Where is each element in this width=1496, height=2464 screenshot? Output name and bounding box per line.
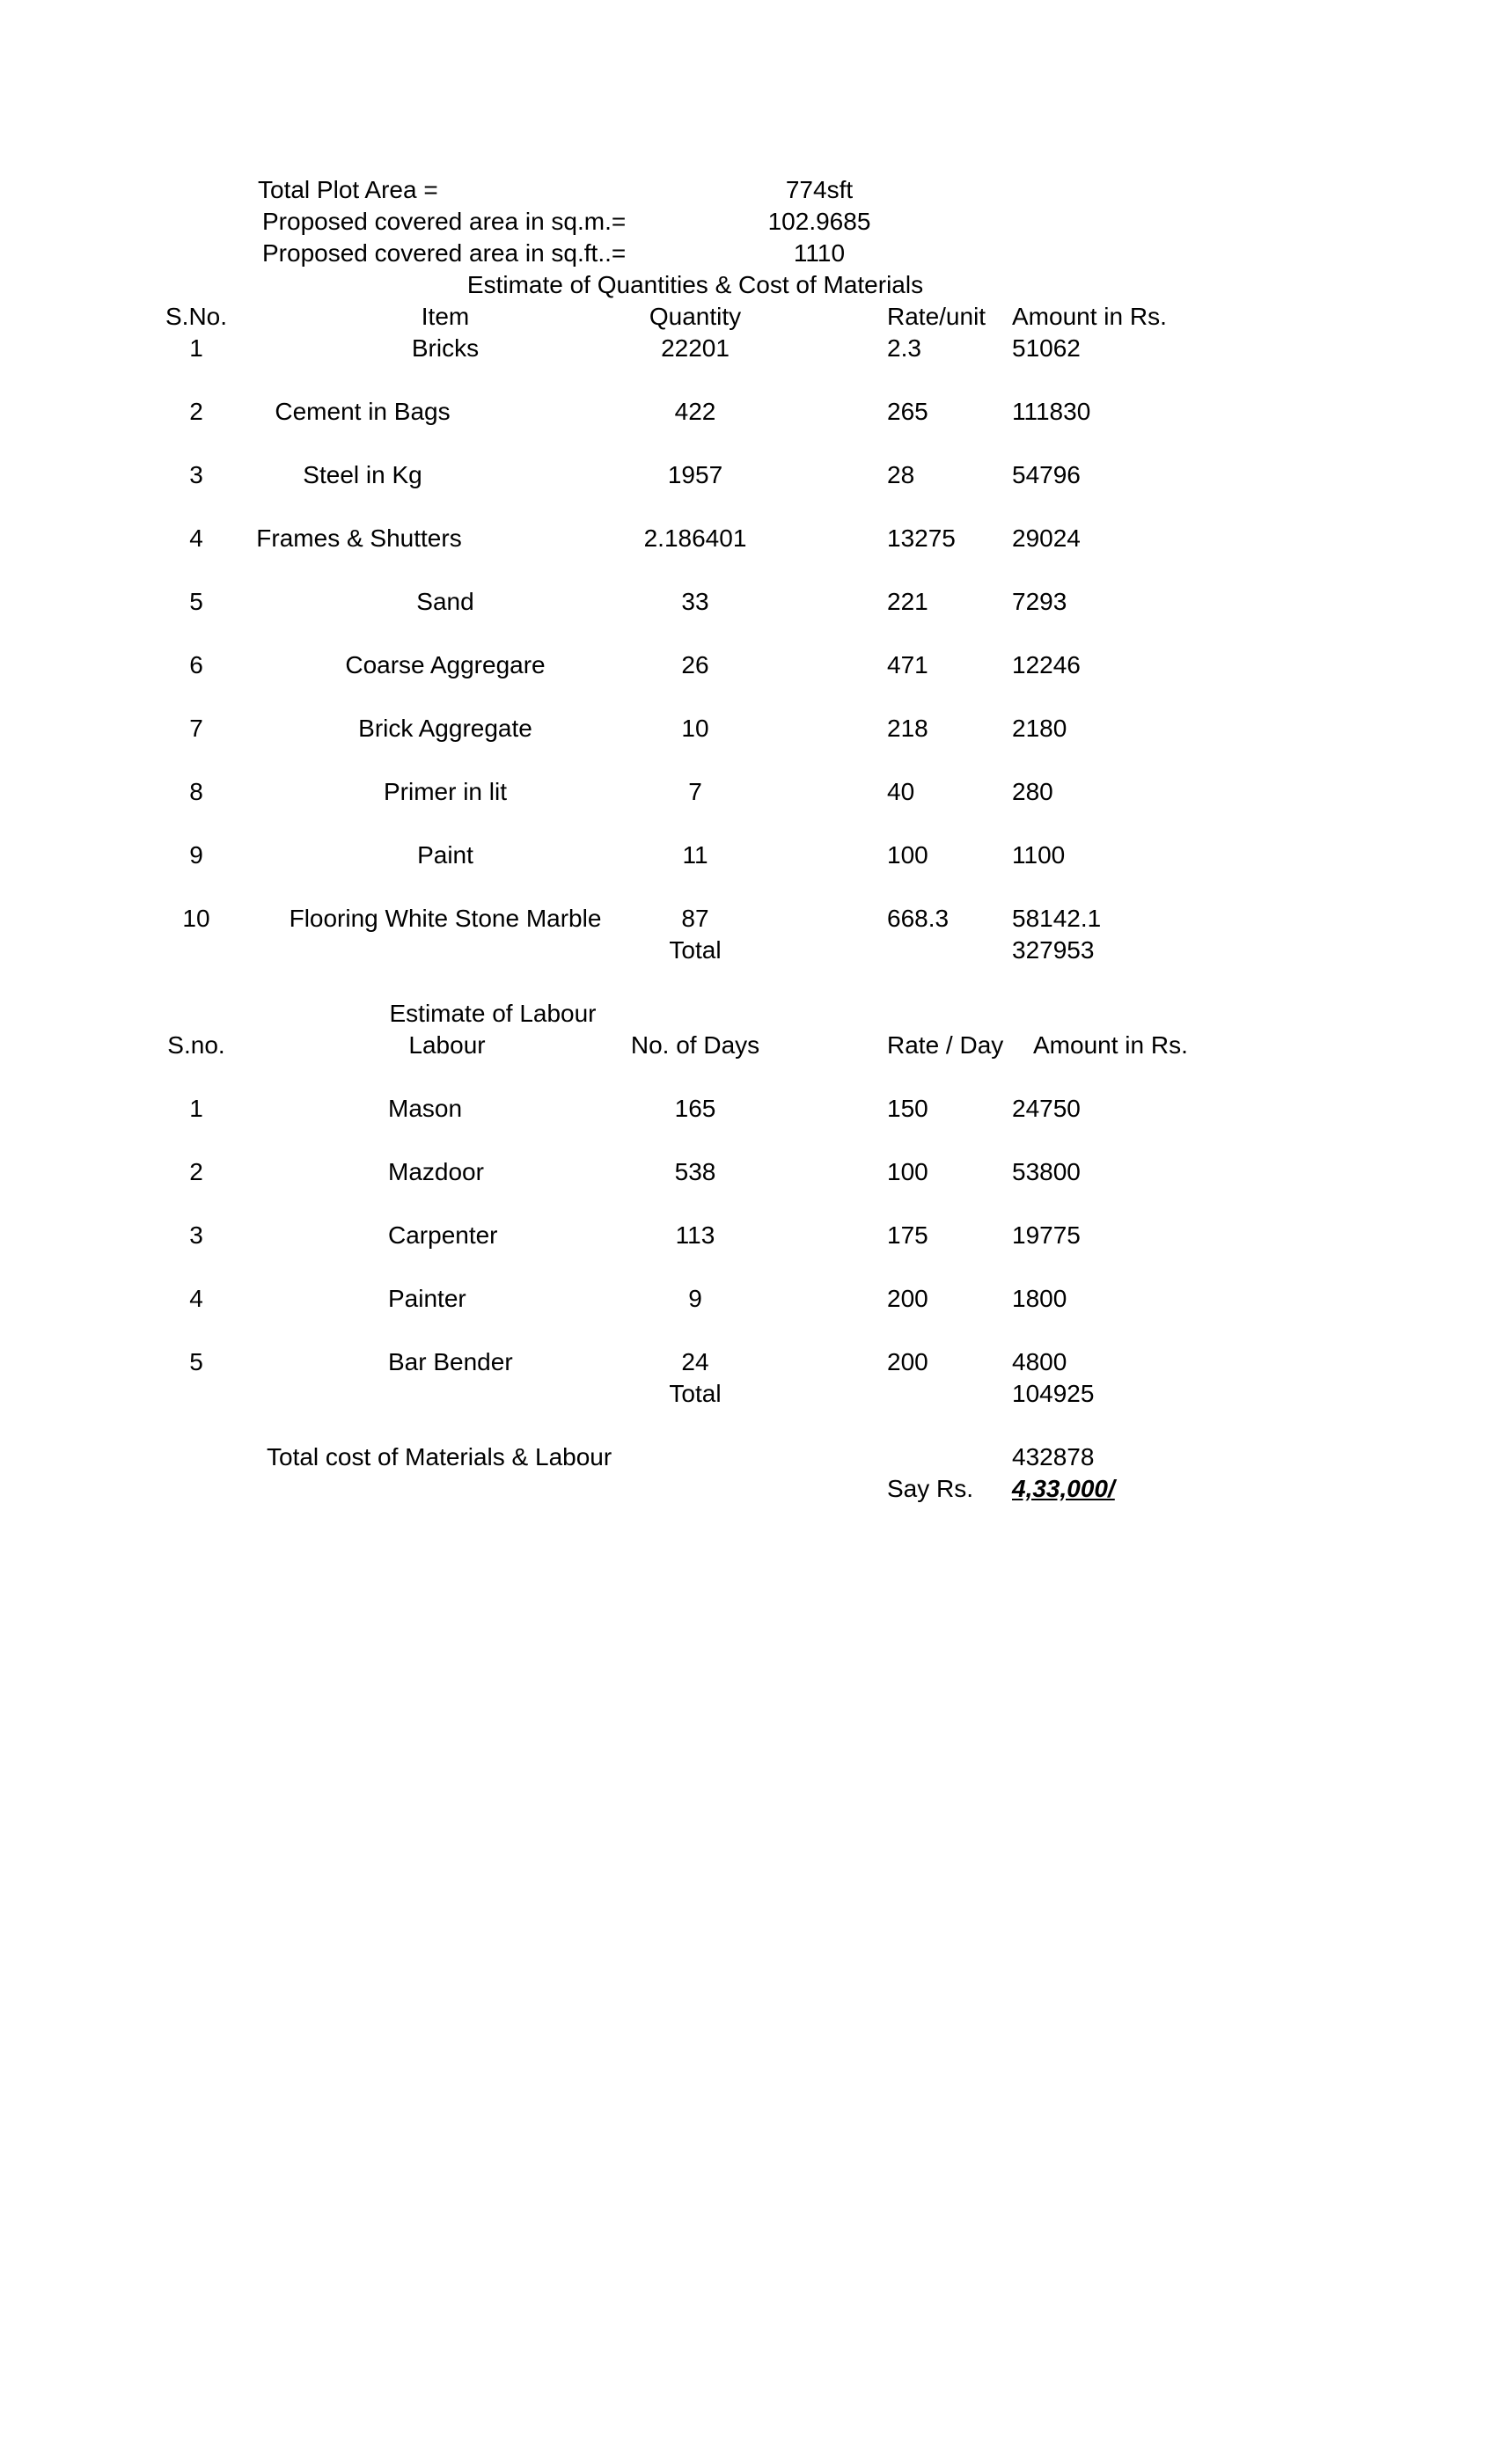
amount: 19775: [1012, 1221, 1081, 1249]
amount: 4800: [1012, 1348, 1067, 1375]
serial-number: 2: [189, 398, 203, 425]
item-name: Frames & Shutters: [256, 524, 462, 552]
total-value: 104925: [1012, 1380, 1095, 1407]
labour-name: Carpenter: [388, 1221, 498, 1249]
rate: 2.3: [887, 334, 921, 362]
days: 113: [675, 1221, 715, 1249]
rate: 200: [887, 1285, 928, 1312]
amount: 58142.1: [1012, 905, 1102, 932]
quantity: 26: [681, 651, 709, 678]
amount: 1100: [1012, 841, 1066, 869]
quantity: 11: [682, 841, 708, 869]
covered-sqm-value: 102.9685: [767, 208, 871, 235]
column-header: Labour: [408, 1031, 486, 1059]
amount: 54796: [1012, 461, 1081, 488]
item-name: Steel in Kg: [303, 461, 422, 488]
amount: 12246: [1012, 651, 1081, 678]
total-label: Total: [669, 936, 722, 964]
amount: 7293: [1012, 588, 1067, 615]
column-header: S.No.: [165, 303, 228, 330]
column-header: No. of Days: [630, 1031, 760, 1059]
amount: 2180: [1012, 715, 1067, 742]
days: 9: [688, 1285, 702, 1312]
covered-sqft-value: 1110: [793, 239, 846, 267]
serial-number: 2: [189, 1158, 203, 1185]
total-label: Total: [669, 1380, 722, 1407]
quantity: 7: [688, 778, 702, 805]
serial-number: 5: [189, 1348, 203, 1375]
amount: 29024: [1012, 524, 1081, 552]
quantity: 422: [674, 398, 716, 425]
item-name: Primer in lit: [383, 778, 508, 805]
quantity: 33: [681, 588, 709, 615]
say-value: 4,33,000/: [1012, 1475, 1115, 1502]
serial-number: 8: [189, 778, 203, 805]
rate: 13275: [887, 524, 956, 552]
serial-number: 10: [182, 905, 210, 932]
rate: 150: [887, 1095, 928, 1122]
quantity: 87: [681, 905, 709, 932]
quantity: 1957: [667, 461, 723, 488]
item-name: Sand: [416, 588, 474, 615]
serial-number: 9: [189, 841, 203, 869]
amount: 111830: [1012, 398, 1091, 425]
rate: 100: [887, 1158, 928, 1185]
amount: 280: [1012, 778, 1053, 805]
serial-number: 4: [189, 524, 203, 552]
column-header: Quantity: [649, 303, 742, 330]
grand-total-label: Total cost of Materials & Labour: [267, 1443, 612, 1470]
item-name: Brick Aggregate: [358, 715, 532, 742]
column-header: Amount in Rs.: [1012, 303, 1167, 330]
grand-total-value: 432878: [1012, 1443, 1095, 1470]
plot-area-value: 774sft: [785, 176, 854, 203]
days: 538: [674, 1158, 716, 1185]
labour-title: Estimate of Labour: [389, 1000, 597, 1027]
rate: 668.3: [887, 905, 950, 932]
plot-area-label: Total Plot Area =: [258, 176, 438, 203]
serial-number: 7: [189, 715, 203, 742]
labour-name: Mason: [388, 1095, 463, 1122]
amount: 24750: [1012, 1095, 1081, 1122]
item-name: Bricks: [411, 334, 480, 362]
labour-name: Painter: [388, 1285, 466, 1312]
rate: 100: [887, 841, 928, 869]
rate: 221: [887, 588, 928, 615]
rate: 175: [887, 1221, 928, 1249]
amount: 53800: [1012, 1158, 1081, 1185]
quantity: 10: [681, 715, 709, 742]
column-header: Amount in Rs.: [1033, 1031, 1188, 1059]
serial-number: 4: [189, 1285, 203, 1312]
column-header: Rate/unit: [887, 303, 986, 330]
serial-number: 1: [189, 334, 203, 362]
serial-number: 3: [189, 461, 203, 488]
materials-title: Estimate of Quantities & Cost of Materials: [466, 271, 924, 298]
rate: 471: [887, 651, 928, 678]
days: 24: [681, 1348, 709, 1375]
quantity: 22201: [661, 334, 730, 362]
rate: 265: [887, 398, 928, 425]
item-name: Flooring White Stone Marble: [289, 905, 602, 932]
say-label: Say Rs.: [887, 1475, 974, 1502]
serial-number: 5: [189, 588, 203, 615]
serial-number: 1: [189, 1095, 203, 1122]
rate: 218: [887, 715, 928, 742]
quantity: 2.186401: [643, 524, 747, 552]
covered-sqft-label: Proposed covered area in sq.ft..=: [262, 239, 627, 267]
labour-name: Bar Bender: [388, 1348, 513, 1375]
labour-name: Mazdoor: [388, 1158, 484, 1185]
item-name: Paint: [417, 841, 473, 869]
total-value: 327953: [1012, 936, 1095, 964]
column-header: Rate / Day: [887, 1031, 1004, 1059]
item-name: Cement in Bags: [275, 398, 451, 425]
amount: 51062: [1012, 334, 1081, 362]
column-header: S.no.: [167, 1031, 225, 1059]
serial-number: 3: [189, 1221, 203, 1249]
column-header: Item: [421, 303, 470, 330]
days: 165: [674, 1095, 716, 1122]
rate: 40: [887, 778, 915, 805]
rate: 28: [887, 461, 915, 488]
item-name: Coarse Aggregare: [345, 651, 546, 678]
serial-number: 6: [189, 651, 203, 678]
rate: 200: [887, 1348, 928, 1375]
amount: 1800: [1012, 1285, 1067, 1312]
covered-sqm-label: Proposed covered area in sq.m.=: [262, 208, 627, 235]
